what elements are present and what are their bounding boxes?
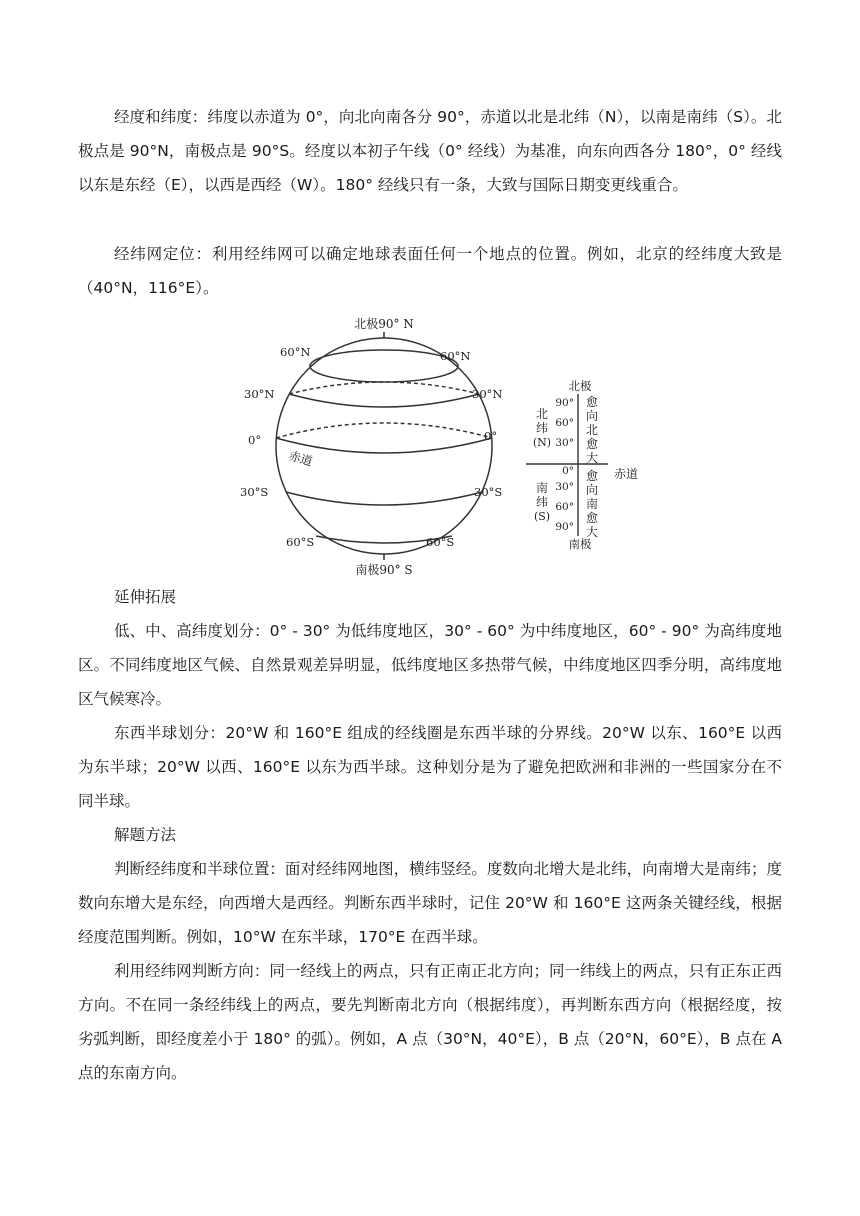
scale-tick-0: 0° bbox=[562, 465, 574, 477]
scale-north-increase-3: 北 bbox=[585, 423, 599, 437]
latitude-30n-back bbox=[289, 382, 479, 394]
latitude-figure bbox=[236, 312, 656, 580]
scale-south-increase-2: 向 bbox=[585, 483, 599, 497]
scale-north-pole: 北极 bbox=[568, 379, 592, 393]
heading-extension: 延伸拓展 bbox=[114, 588, 177, 606]
scale-tick-30n: 30° bbox=[555, 437, 574, 449]
globe-diagram bbox=[276, 332, 492, 560]
label-equator-right: 0° bbox=[484, 429, 498, 443]
scale-north-char-2: 纬 bbox=[535, 421, 549, 435]
scale-tick-60s: 60° bbox=[555, 501, 574, 513]
equator-text-label: 赤道 bbox=[287, 448, 314, 469]
paragraph-hemisphere-division: 东西半球划分：20°W 和 160°E 组成的经线圈是东西半球的分界线。20°W 以东、160°E 以西为东半球；20°W 以西、160°E 以东为西半球。这种划分是为了避免把欧洲和非洲的一些国家分在不同半球。 bbox=[78, 724, 782, 810]
paragraph-judging-direction: 利用经纬网判断方向：同一经线上的两点，只有正南正北方向；同一纬线上的两点，只有正东正西方向。不在同一条经纬线上的两点，要先判断南北方向（根据纬度），再判断东西方向（根据经度，按劣弧判断，即经度差小于 180° 的弧）。例如，A 点（30°N，40°E），B 点（20°N，60°E），B 点在 A 点的东南方向。 bbox=[78, 962, 782, 1082]
south-pole-label: 南极90° S bbox=[355, 563, 413, 577]
scale-south-increase-5: 大 bbox=[585, 525, 599, 539]
equator-front bbox=[276, 438, 492, 453]
scale-north-char-3: (N) bbox=[532, 436, 552, 449]
label-30s-left: 30°S bbox=[240, 485, 269, 499]
scale-south-increase-1: 愈 bbox=[585, 469, 599, 483]
scale-north-increase-4: 愈 bbox=[585, 437, 599, 451]
scale-south-char-3: (S) bbox=[533, 510, 551, 523]
scale-tick-90n: 90° bbox=[555, 397, 574, 409]
label-60n-right: 60°N bbox=[440, 349, 471, 363]
heading-solving-methods: 解题方法 bbox=[114, 826, 177, 844]
scale-north-increase-2: 向 bbox=[585, 409, 599, 423]
label-30n-left: 30°N bbox=[244, 387, 275, 401]
scale-south-increase-3: 南 bbox=[585, 497, 599, 511]
paragraph-latitude-zones: 低、中、高纬度划分：0° - 30° 为低纬度地区，30° - 60° 为中纬度地区，60° - 90° 为高纬度地区。不同纬度地区气候、自然景观差异明显，低纬度地区多热带气候，中纬度地区四季分明，高纬度地区气候寒冷。 bbox=[78, 622, 782, 708]
label-30n-right: 30°N bbox=[472, 387, 503, 401]
paragraph-judging-coordinates: 判断经纬度和半球位置：面对经纬网地图，横纬竖经。度数向北增大是北纬，向南增大是南纬；度数向东增大是东经，向西增大是西经。判断东西半球时，记住 20°W 和 160°E 这两条关键经线，根据经度范围判断。例如，10°W 在东半球，170°E 在西半球。 bbox=[78, 860, 782, 946]
north-pole-label: 北极90° N bbox=[354, 317, 414, 331]
scale-tick-30s: 30° bbox=[555, 481, 574, 493]
label-60n-left: 60°N bbox=[280, 345, 311, 359]
label-60s-left: 60°S bbox=[286, 535, 315, 549]
scale-north-char-1: 北 bbox=[535, 407, 549, 421]
scale-south-increase-4: 愈 bbox=[585, 511, 599, 525]
scale-south-char-1: 南 bbox=[535, 481, 549, 495]
latitude-60n-line bbox=[310, 350, 458, 382]
paragraph-lat-lon-definition: 经度和纬度：纬度以赤道为 0°，向北向南各分 90°，赤道以北是北纬（N），以南是南纬（S）。北极点是 90°N，南极点是 90°S。经度以本初子午线（0° 经线）为基准，向东向西各分 180°，0° 经线以东是东经（E），以西是西经（W）。180° 经线只有一条，大致与国际日期变更线重合。 bbox=[78, 108, 782, 194]
scale-tick-60n: 60° bbox=[555, 417, 574, 429]
label-30s-right: 30°S bbox=[474, 485, 503, 499]
latitude-diagram bbox=[236, 312, 656, 580]
scale-north-increase-5: 大 bbox=[585, 451, 599, 465]
scale-south-pole: 南极 bbox=[568, 537, 592, 551]
latitude-30s-line bbox=[286, 492, 482, 505]
scale-tick-90s: 90° bbox=[555, 521, 574, 533]
latitude-30n-front bbox=[289, 394, 479, 407]
scale-south-char-2: 纬 bbox=[535, 495, 549, 509]
paragraph-graticule-positioning: 经纬网定位：利用经纬网可以确定地球表面任何一个地点的位置。例如，北京的经纬度大致是（40°N，116°E）。 bbox=[78, 245, 782, 297]
scale-equator-label: 赤道 bbox=[614, 467, 639, 481]
label-equator-left: 0° bbox=[248, 433, 262, 447]
equator-back bbox=[276, 423, 492, 438]
label-60s-right: 60°S bbox=[426, 535, 455, 549]
scale-north-increase-1: 愈 bbox=[585, 395, 599, 409]
